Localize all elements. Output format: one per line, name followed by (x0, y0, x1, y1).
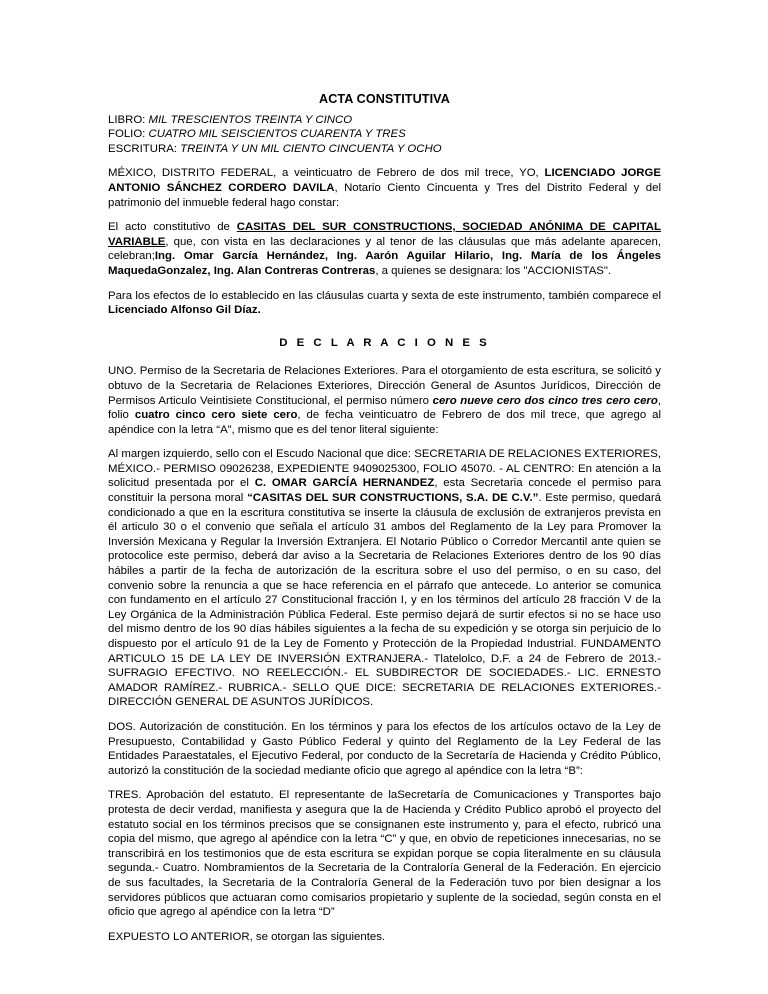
document-meta (108, 113, 661, 157)
intro-p1-text: MÉXICO, DISTRITO FEDERAL, a veinticuatro de Febrero de dos mil trece, YO, (108, 167, 545, 180)
intro-paragraph-2 (108, 220, 661, 278)
meta-libro-value: MIL TRESCIENTOS TREINTA Y CINCO (148, 113, 353, 126)
document-page (108, 92, 661, 944)
intro-p2-text: El acto constitutivo de (108, 221, 237, 234)
intro-p2-text-mid: , que, con vista en las declaraciones y al tenor de las cláusulas que más adelante aparecen, celebran; (108, 235, 661, 263)
intro-p2-text-end: , a quienes se designara: los "ACCIONISTAS". (375, 264, 612, 277)
intro-p3-text: Para los efectos de lo establecido en las cláusulas cuarta y sexta de este instrumento, también comparece el (108, 289, 661, 302)
shareholder-names: Ing. Omar García Hernández, Ing. Aarón Aguilar Hilario, Ing. María de los Ángeles MaquedaGonzalez, Ing. Alan Contreras Contreras (108, 250, 661, 277)
meta-folio-value: CUATRO MIL SEISCIENTOS CUARENTA Y TRES (148, 128, 406, 141)
declaraciones-heading: D E C L A R A C I O N E S (279, 336, 490, 349)
notary-name: LICENCIADO JORGE ANTONIO SÁNCHEZ CORDERO DAVILA (108, 167, 661, 194)
meta-folio (108, 127, 661, 142)
meta-folio-label: FOLIO: (108, 128, 149, 141)
document-title: ACTA CONSTITUTIVA (319, 92, 450, 106)
uno-text-folio: , folio (108, 394, 661, 422)
declaracion-uno (108, 364, 661, 437)
folio-number: cuatro cinco cero siete cero (134, 409, 298, 422)
declaracion-tres: TRES. Aprobación del estatuto. El representante de laSecretaría de Comunicaciones y Transportes bajo protesta de decir verdad, manifiesta y asegura que la de Hacienda y Crédito Publico aprobó el proyecto del estatuto social en los términos precisos que se consignanen este instrumento y, para el efecto, rubricó una copia del mismo, que agrego al apéndice con la letra “C” y que, en obvio de repeticiones innecesarias, no se transcribirá en los testimonios que de esta escritura se expidan porque se copia literalmente en su cláusula segunda.- Cuatro. Nombramientos de la Secretaria de la Contraloría General de la Federación. En ejercicio de sus facultades, la Secretaria de la Contraloría General de la Federación tuvo por bien designar a los servidores públicos que actuaran como comisarios propietario y suplente de la sociedad, según consta en el oficio que agrego al apéndice con la letra “D” (108, 789, 661, 919)
intro-paragraph-1 (108, 166, 661, 210)
meta-libro (108, 113, 661, 128)
permit-text: Al margen izquierdo, sello con el Escudo Nacional que dice: SECRETARIA DE RELACIONES EXTERIORES, MÉXICO.- PERMISO 09026238, EXPEDIENTE 9409025300, FOLIO 45070. - AL CENTRO: En atención a la solicitud presentada por el (108, 448, 661, 490)
applicant-name: C. OMAR GARCÍA HERNANDEZ (254, 477, 435, 490)
uno-text-end: , de fecha veinticuatro de Febrero de dos mil trece, que agrego al apéndice con la letra “A”, mismo que es del tenor literal siguiente: (108, 409, 662, 436)
company-name: CASITAS DEL SUR CONSTRUCTIONS, SOCIEDAD ANÓNIMA DE CAPITAL VARIABLE (108, 221, 661, 248)
permit-number: cero nueve cero dos cinco tres cero cero (432, 394, 658, 407)
permit-text-mid: , esta Secretaria concede el permiso para constituir la persona moral (108, 477, 662, 505)
licenciado-name: Licenciado Alfonso Gil Díaz. (108, 304, 261, 317)
meta-escritura-label: ESCRITURA: (108, 142, 181, 155)
meta-escritura (108, 142, 661, 157)
declaracion-dos: DOS. Autorización de constitución. En los términos y para los efectos de los artículos octavo de la Ley de Presupuesto, Contabilidad y Gasto Público Federal y quinto del Reglamento de la Ley Federal de las Entidades Paraestatales, el Ejecutivo Federal, por conducto de la Secretaría de Hacienda y Crédito Público, autorizó la constitución de la sociedad mediante oficio que agrego al apéndice con la letra “B”: (108, 720, 661, 777)
uno-text: UNO. Permiso de la Secretaria de Relaciones Exteriores. Para el otorgamiento de esta escritura, se solicitó y obtuvo de la Secretaria de Relaciones Exteriores, Dirección General de Asuntos Jurídicos, Dirección de Permisos Articulo Veintisiete Constitucional, el permiso número (108, 365, 661, 407)
meta-escritura-value: TREINTA Y UN MIL CIENTO CINCUENTA Y OCHO (180, 142, 442, 155)
meta-libro-label: LIBRO: (108, 113, 149, 126)
company-short-name: “CASITAS DEL SUR CONSTRUCTIONS, S.A. DE C.V.” (247, 492, 539, 505)
permit-transcript (108, 447, 661, 710)
intro-p1-text-end: , Notario Ciento Cincuenta y Tres del Distrito Federal y del patrimonio del inmueble federal hago constar: (108, 181, 661, 209)
permit-text-end: . Este permiso, quedará condicionado a que en la escritura constitutiva se inserte la cláusula de exclusión de extranjeros prevista en él articulo 30 o el convenio que señala el artículo 31 ambos del Reglamento de la Ley para Promover la Inversión Mexicana y Regular la Inversión Extranjera. El Notario Público o Corredor Mercantil ante quien se protocolice este permiso, deberá dar aviso a la Secretaria de Relaciones Exteriores dentro de los 90 días hábiles a partir de la fecha de autorización de la escritura sobre el uso del permiso, o en su caso, del convenio sobre la renuncia a que se hace referencia en el párrafo que antecede. Lo anterior se comunica con fundamento en el artículo 27 Constitucional fracción I, y en los términos del artículo 28 fracción V de la Ley Orgánica de la Administración Pública Federal. Este permiso dejará de surtir efectos si no se hace uso del mismo dentro de los 90 días hábiles siguientes a la fecha de su expedición y se otorga sin perjuicio de lo dispuesto por el artículo 91 de la Ley de Fomento y Protección de la Propiedad Industrial. FUNDAMENTO ARTICULO 15 DE LA LEY DE INVERSIÓN EXTRANJERA.- Tlatelolco, D.F. a 24 de Febrero de 2013.- SUFRAGIO EFECTIVO. NO REELECCIÓN.- EL SUBDIRECTOR DE SOCIEDADES.- LIC. ERNESTO AMADOR RAMÍREZ.- RUBRICA.- SELLO QUE DICE: SECRETARIA DE RELACIONES EXTERIORES.- DIRECCIÓN GENERAL DE ASUNTOS JURÍDICOS. (108, 492, 661, 709)
expuesto-paragraph: EXPUESTO LO ANTERIOR, se otorgan las siguientes. (108, 930, 386, 943)
intro-paragraph-3 (108, 289, 661, 318)
